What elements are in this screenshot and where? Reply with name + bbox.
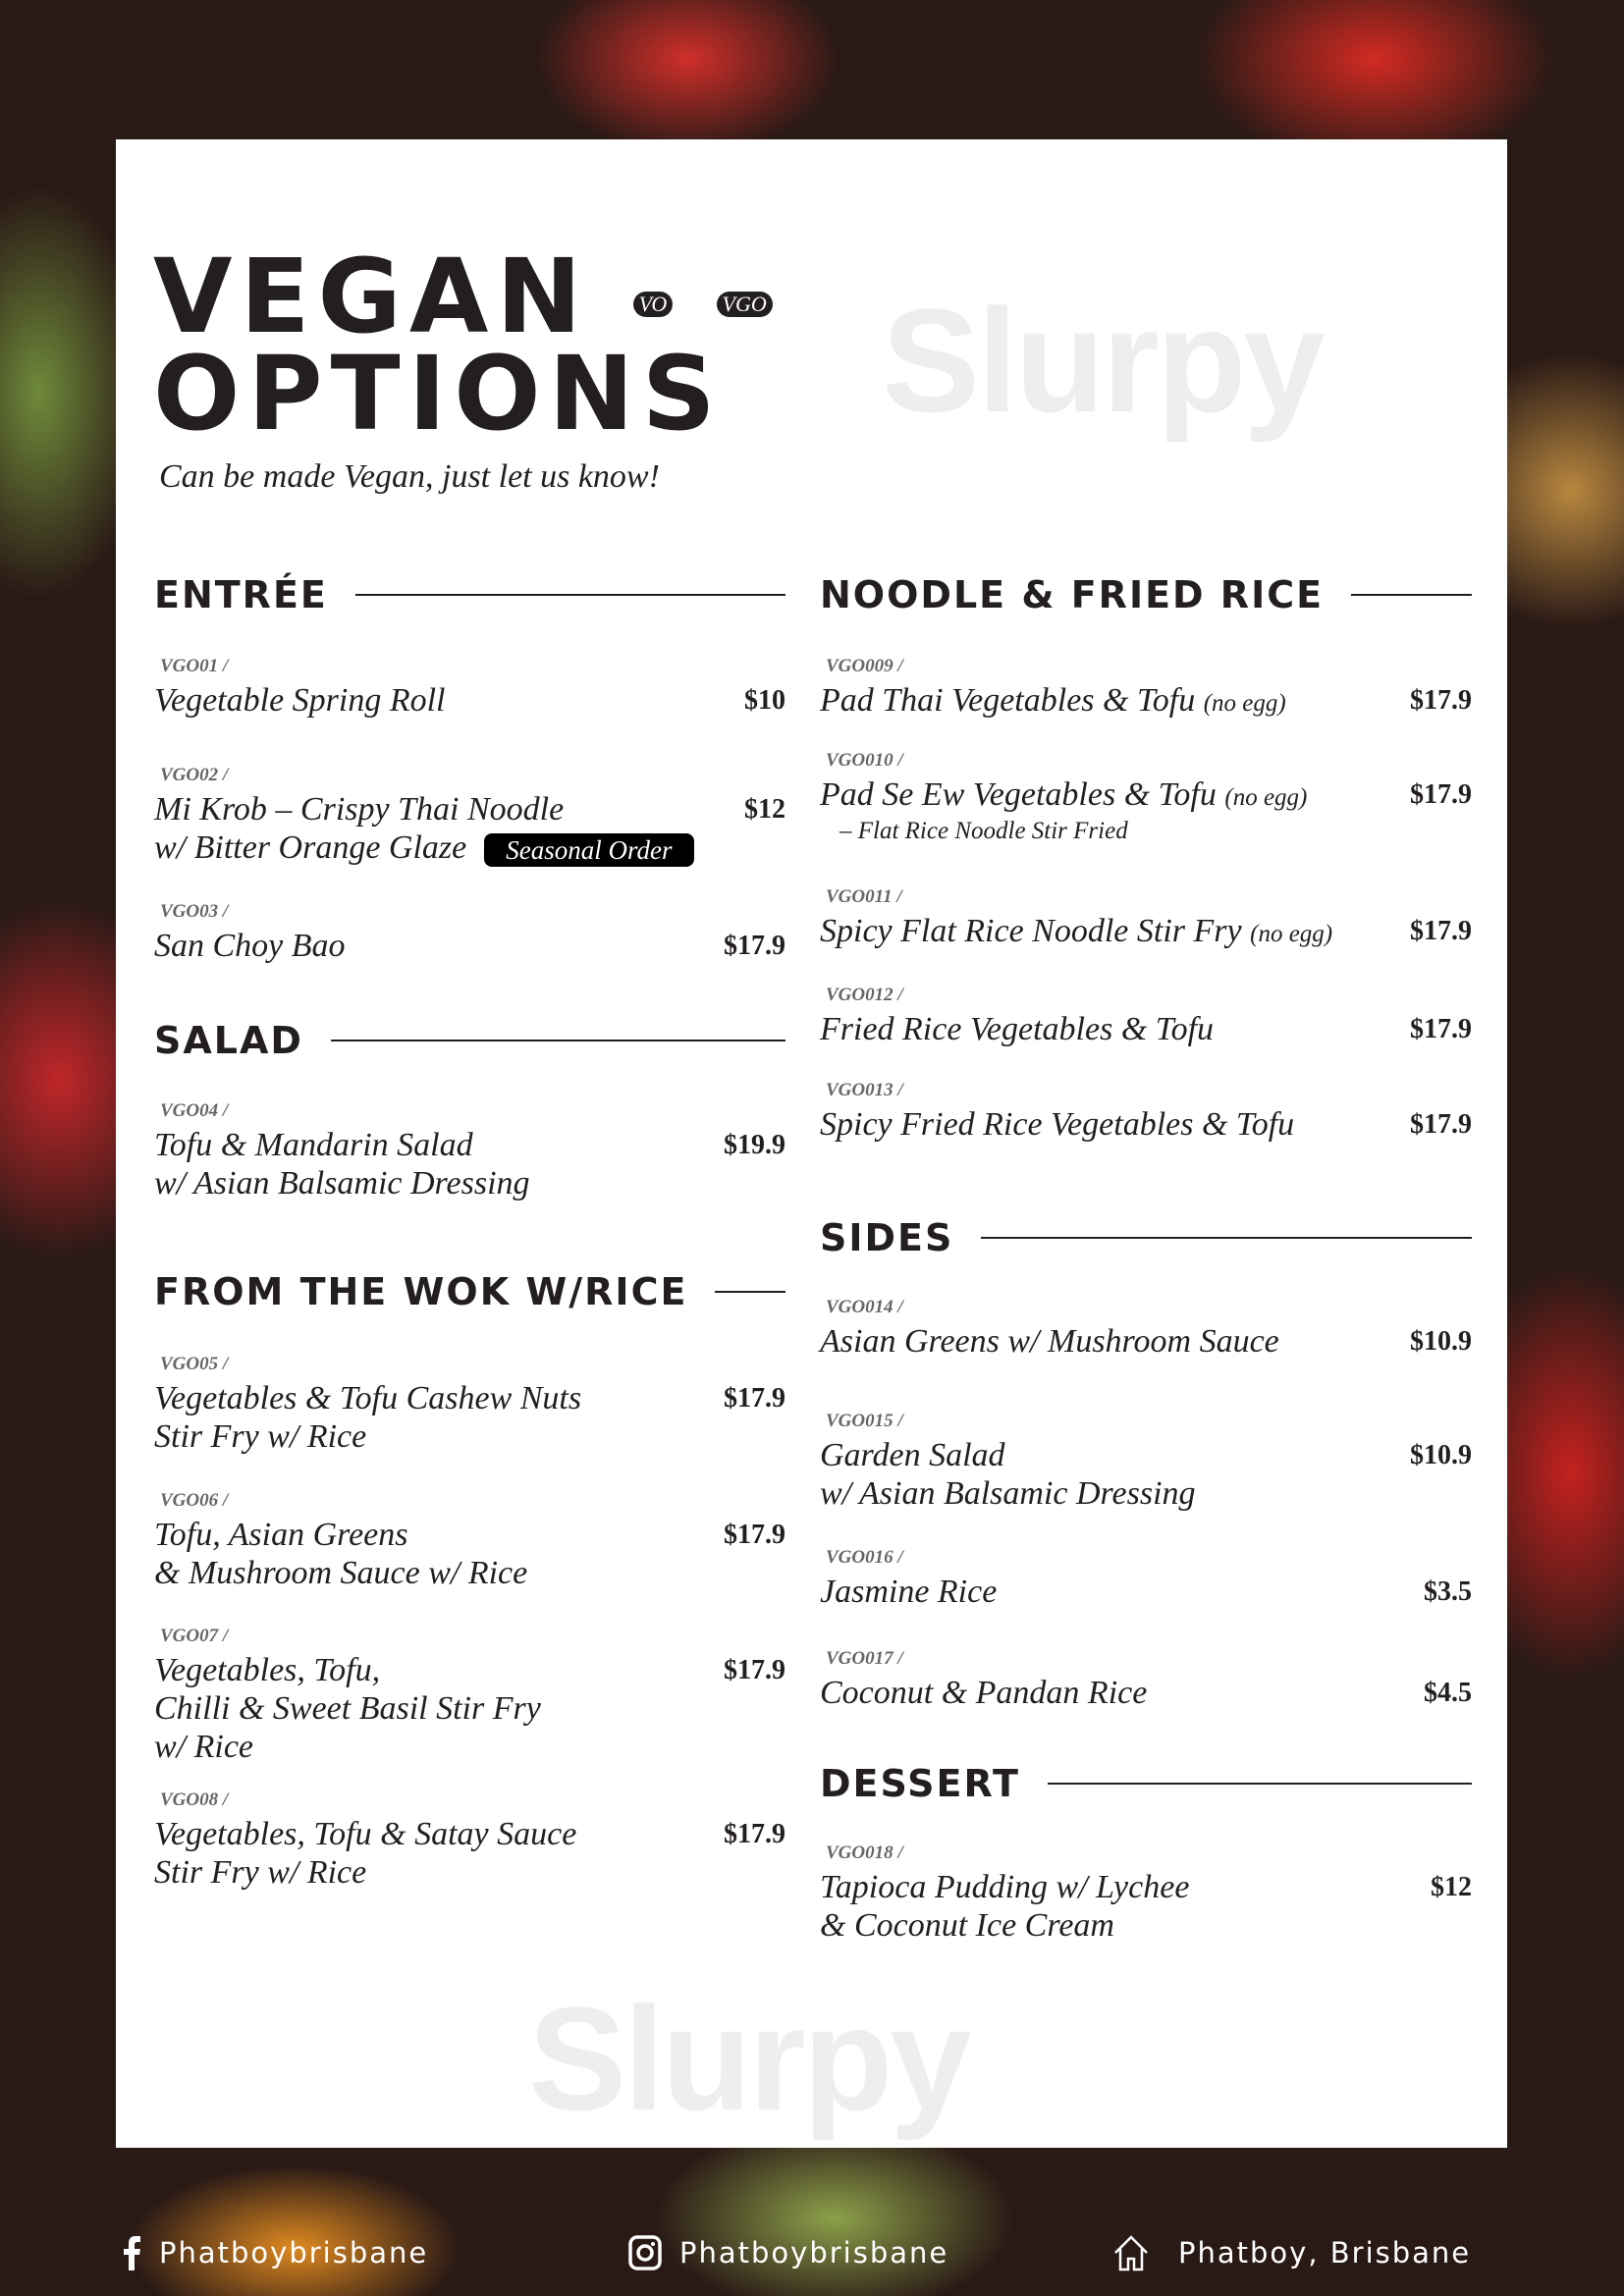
location-text: Phatboy, Brisbane — [1178, 2236, 1472, 2269]
item-price: $17.9 — [1410, 779, 1472, 810]
instagram-icon — [628, 2235, 662, 2270]
item-code: VGO08 / — [160, 1789, 229, 1810]
vgo-badge: VGO — [717, 292, 773, 317]
item-code: VGO018 / — [826, 1842, 903, 1863]
item-name-line: w/ Asian Balsamic Dressing — [154, 1165, 530, 1201]
item-name — [820, 1436, 1472, 1474]
item-note: (no egg) — [1203, 690, 1286, 717]
item-name — [154, 1516, 785, 1554]
item-price: $12 — [744, 794, 785, 825]
item-name-line: Pad Se Ew Vegetables & Tofu — [820, 776, 1217, 813]
item-name — [820, 912, 1472, 953]
item-name-line: Fried Rice Vegetables & Tofu — [820, 1011, 1215, 1047]
item-name — [154, 1379, 785, 1417]
item-price: $3.5 — [1424, 1576, 1472, 1607]
menu-item[interactable] — [820, 1839, 1472, 1945]
home-icon — [1111, 2233, 1151, 2272]
section-divider — [981, 1237, 1472, 1239]
item-name — [154, 828, 785, 867]
item-name — [154, 1853, 785, 1892]
item-name-line: w/ Asian Balsamic Dressing — [820, 1475, 1196, 1512]
item-name-line: Stir Fry w/ Rice — [154, 1418, 367, 1455]
section-header-noodle — [820, 570, 1472, 619]
item-code: VGO05 / — [160, 1354, 229, 1374]
item-price: $10.9 — [1410, 1440, 1472, 1470]
item-name — [820, 1322, 1472, 1361]
menu-item[interactable] — [820, 1407, 1472, 1513]
menu-item[interactable] — [154, 1350, 785, 1456]
item-price: $17.9 — [1410, 685, 1472, 716]
vo-badge: VO — [633, 292, 674, 317]
instagram-link[interactable] — [628, 2230, 948, 2275]
item-name-line: Vegetables & Tofu Cashew Nuts — [154, 1380, 582, 1416]
item-name-line: Garden Salad — [820, 1437, 1005, 1473]
menu-item[interactable] — [154, 1486, 785, 1592]
item-price: $17.9 — [724, 1655, 785, 1685]
section-title: ENTRÉE — [154, 573, 328, 616]
item-name — [154, 1164, 785, 1202]
menu-item[interactable] — [154, 1622, 785, 1766]
section-header-entree — [154, 570, 785, 619]
item-name-line: Vegetables, Tofu, — [154, 1652, 381, 1688]
section-title: FROM THE WOK W/RICE — [154, 1270, 688, 1313]
item-code: VGO011 / — [826, 886, 902, 907]
menu-item[interactable] — [154, 1786, 785, 1892]
section-title: SALAD — [154, 1019, 303, 1062]
item-name — [820, 1105, 1472, 1144]
item-name-line: Vegetables, Tofu & Satay Sauce — [154, 1816, 577, 1852]
item-name — [154, 1815, 785, 1853]
section-title: NOODLE & FRIED RICE — [820, 573, 1325, 616]
item-name-line: San Choy Bao — [154, 928, 346, 964]
item-name-line: Spicy Flat Rice Noodle Stir Fry — [820, 913, 1242, 949]
item-note: (no egg) — [1250, 921, 1333, 947]
section-divider — [355, 594, 785, 596]
item-name-line: Mi Krob – Crispy Thai Noodle — [154, 791, 565, 828]
item-name-line: & Mushroom Sauce w/ Rice — [154, 1555, 528, 1591]
item-name — [820, 1906, 1472, 1945]
item-code: VGO06 / — [160, 1490, 229, 1511]
item-name-line: Tapioca Pudding w/ Lychee — [820, 1869, 1190, 1905]
item-name — [154, 1689, 785, 1728]
item-price: $17.9 — [724, 1819, 785, 1849]
section-divider — [715, 1291, 785, 1293]
item-price: $12 — [1431, 1872, 1472, 1902]
item-description: – Flat Rice Noodle Stir Fried — [839, 818, 1128, 844]
item-name — [154, 1417, 785, 1456]
item-code: VGO03 / — [160, 901, 229, 922]
item-code: VGO010 / — [826, 750, 903, 771]
section-divider — [331, 1040, 785, 1041]
menu-item[interactable] — [154, 652, 785, 720]
item-code: VGO013 / — [826, 1080, 903, 1100]
item-name — [154, 681, 785, 720]
menu-item[interactable] — [154, 1096, 785, 1202]
item-code: VGO02 / — [160, 765, 229, 785]
item-name-line: Chilli & Sweet Basil Stir Fry — [154, 1690, 541, 1727]
title-line1: VEGAN — [153, 237, 590, 356]
item-name-line: Vegetable Spring Roll — [154, 682, 446, 719]
item-price: $17.9 — [724, 1383, 785, 1414]
page-title-line2: OPTIONS — [153, 334, 724, 454]
instagram-handle: Phatboybrisbane — [679, 2236, 949, 2269]
item-name — [154, 1651, 785, 1689]
menu-item[interactable] — [820, 1293, 1472, 1361]
item-name-line: Stir Fry w/ Rice — [154, 1854, 367, 1891]
section-title: SIDES — [820, 1216, 954, 1259]
item-code: VGO01 / — [160, 656, 229, 676]
item-name-line: & Coconut Ice Cream — [820, 1907, 1114, 1944]
menu-panel — [116, 139, 1507, 2148]
item-name — [820, 1474, 1472, 1513]
item-name — [820, 775, 1472, 817]
item-name-line: Coconut & Pandan Rice — [820, 1675, 1148, 1711]
menu-item[interactable] — [820, 1543, 1472, 1611]
item-name — [820, 681, 1472, 722]
menu-item[interactable] — [820, 882, 1472, 953]
seasonal-badge: Seasonal Order — [484, 833, 693, 867]
item-name — [154, 790, 785, 828]
item-code: VGO017 / — [826, 1648, 903, 1669]
menu-item[interactable] — [154, 897, 785, 965]
item-code: VGO04 / — [160, 1100, 229, 1121]
section-title: DESSERT — [820, 1762, 1020, 1805]
facebook-icon — [122, 2235, 141, 2270]
item-name — [820, 1674, 1472, 1712]
menu-item[interactable] — [820, 746, 1472, 846]
item-price: $17.9 — [1410, 916, 1472, 946]
menu-item[interactable] — [820, 981, 1472, 1048]
item-price: $17.9 — [724, 931, 785, 961]
facebook-link[interactable] — [122, 2230, 428, 2275]
item-price: $4.5 — [1424, 1678, 1472, 1708]
section-header-sides — [820, 1213, 1472, 1262]
section-header-dessert — [820, 1759, 1472, 1808]
watermark: Slurpy — [528, 1976, 969, 2141]
item-code: VGO012 / — [826, 985, 903, 1005]
item-price: $17.9 — [1410, 1014, 1472, 1044]
item-name — [154, 1126, 785, 1164]
item-name — [820, 1573, 1472, 1611]
item-name — [154, 1728, 785, 1766]
item-code: VGO07 / — [160, 1626, 229, 1646]
item-price: $19.9 — [724, 1130, 785, 1160]
item-code: VGO009 / — [826, 656, 903, 676]
menu-item[interactable] — [820, 1076, 1472, 1144]
item-code: VGO016 / — [826, 1547, 903, 1568]
item-name — [820, 1010, 1472, 1048]
section-header-wok — [154, 1267, 785, 1316]
section-header-salad — [154, 1016, 785, 1065]
item-code: VGO014 / — [826, 1297, 903, 1317]
menu-item[interactable] — [820, 652, 1472, 722]
tagline: Can be made Vegan, just let us know! — [159, 458, 660, 495]
item-name-line: Spicy Fried Rice Vegetables & Tofu — [820, 1106, 1295, 1143]
item-name-line: Asian Greens w/ Mushroom Sauce — [820, 1323, 1279, 1360]
item-code: VGO015 / — [826, 1411, 903, 1431]
item-name — [154, 927, 785, 965]
item-name-line: Pad Thai Vegetables & Tofu — [820, 682, 1196, 719]
page-title — [153, 237, 773, 356]
item-name-line: Tofu & Mandarin Salad — [154, 1127, 473, 1163]
item-name-line: w/ Bitter Orange Glaze — [154, 829, 467, 866]
item-name-line: Jasmine Rice — [820, 1574, 998, 1610]
item-price: $10.9 — [1410, 1326, 1472, 1357]
menu-item[interactable] — [820, 1644, 1472, 1712]
item-price: $10 — [744, 685, 785, 716]
location-link[interactable] — [1111, 2230, 1471, 2275]
item-name — [154, 1554, 785, 1592]
section-divider — [1351, 594, 1472, 596]
item-name-line: w/ Rice — [154, 1729, 254, 1765]
section-divider — [1048, 1783, 1472, 1785]
item-price: $17.9 — [1410, 1109, 1472, 1140]
watermark: Slurpy — [882, 278, 1323, 443]
item-name — [820, 1868, 1472, 1906]
menu-item[interactable] — [154, 761, 785, 867]
facebook-handle: Phatboybrisbane — [159, 2236, 429, 2269]
item-name-line: Tofu, Asian Greens — [154, 1517, 408, 1553]
item-note: (no egg) — [1224, 784, 1308, 811]
item-price: $17.9 — [724, 1520, 785, 1550]
